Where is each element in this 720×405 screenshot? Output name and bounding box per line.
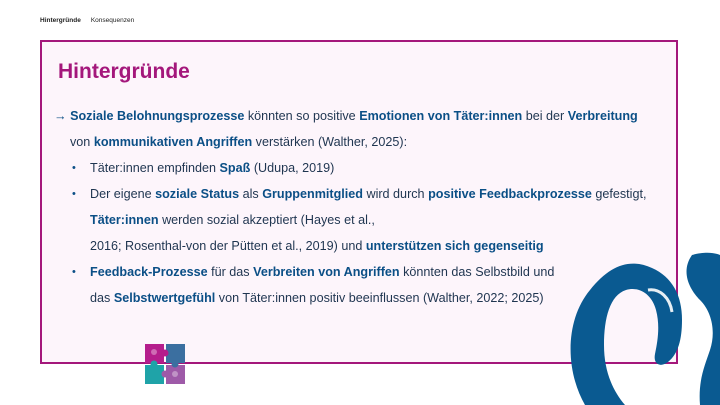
wave-decoration-icon [560, 250, 720, 405]
emph-text: Täter:innen [90, 213, 159, 227]
text: von Täter:innen positiv beeinflussen (Walther, 2022; 2025) [215, 291, 544, 305]
emph-text: kommunikativen Angriffen [93, 135, 253, 149]
emph-text: soziale Status [155, 187, 240, 201]
arrow-icon: → [54, 109, 67, 123]
emph-text: Soziale Belohnungsprozesse [70, 109, 245, 123]
emph-text: positive Feedbackprozesse [428, 187, 592, 201]
intro-line-2 [70, 129, 407, 155]
text: (Udupa, 2019) [250, 161, 335, 175]
text: Täter:innen empfinden [90, 161, 220, 175]
text: gefestigt, [591, 187, 647, 201]
bullet-2-line-2 [90, 207, 375, 233]
emph-text: Spaß [219, 161, 251, 175]
emph-text: Emotionen von Täter:innen [359, 109, 523, 123]
emph-text: Verbreiten von Angriffen [253, 265, 400, 279]
bullet-icon: • [72, 266, 76, 278]
text: bei der [522, 109, 568, 123]
emph-text: Verbreitung [567, 109, 638, 123]
text: wird durch [362, 187, 429, 201]
puzzle-logo-icon [144, 343, 186, 385]
text: das [90, 291, 114, 305]
bullet-2-line-3 [90, 233, 544, 259]
text: Der eigene [90, 187, 156, 201]
emph-text: unterstützen sich gegenseitig [365, 239, 544, 253]
bullet-3-line-2 [90, 285, 544, 311]
bullet-icon: • [72, 188, 76, 200]
text: könnten so positive [244, 109, 360, 123]
nav-item-hintergruende[interactable]: Hintergründe [40, 17, 81, 24]
emph-text: Selbstwertgefühl [113, 291, 216, 305]
text: werden sozial akzeptiert (Hayes et al., [158, 213, 375, 227]
intro-line-1 [54, 103, 638, 129]
text: 2016; Rosenthal-von der Pütten et al., 2019) und [90, 239, 366, 253]
text: als [239, 187, 263, 201]
top-navigation [40, 17, 134, 24]
text: von [70, 135, 94, 149]
slide-title: Hintergründe [58, 60, 190, 83]
text: verstärken (Walther, 2025): [252, 135, 408, 149]
bullet-icon: • [72, 162, 76, 174]
bullet-2-line-1 [90, 181, 646, 207]
bullet-1 [90, 155, 334, 181]
bullet-3-line-1 [90, 259, 554, 285]
text: für das [207, 265, 254, 279]
emph-text: Gruppenmitglied [262, 187, 363, 201]
emph-text: Feedback-Prozesse [90, 265, 208, 279]
nav-item-konsequenzen[interactable]: Konsequenzen [90, 17, 135, 24]
text: könnten das Selbstbild und [399, 265, 555, 279]
